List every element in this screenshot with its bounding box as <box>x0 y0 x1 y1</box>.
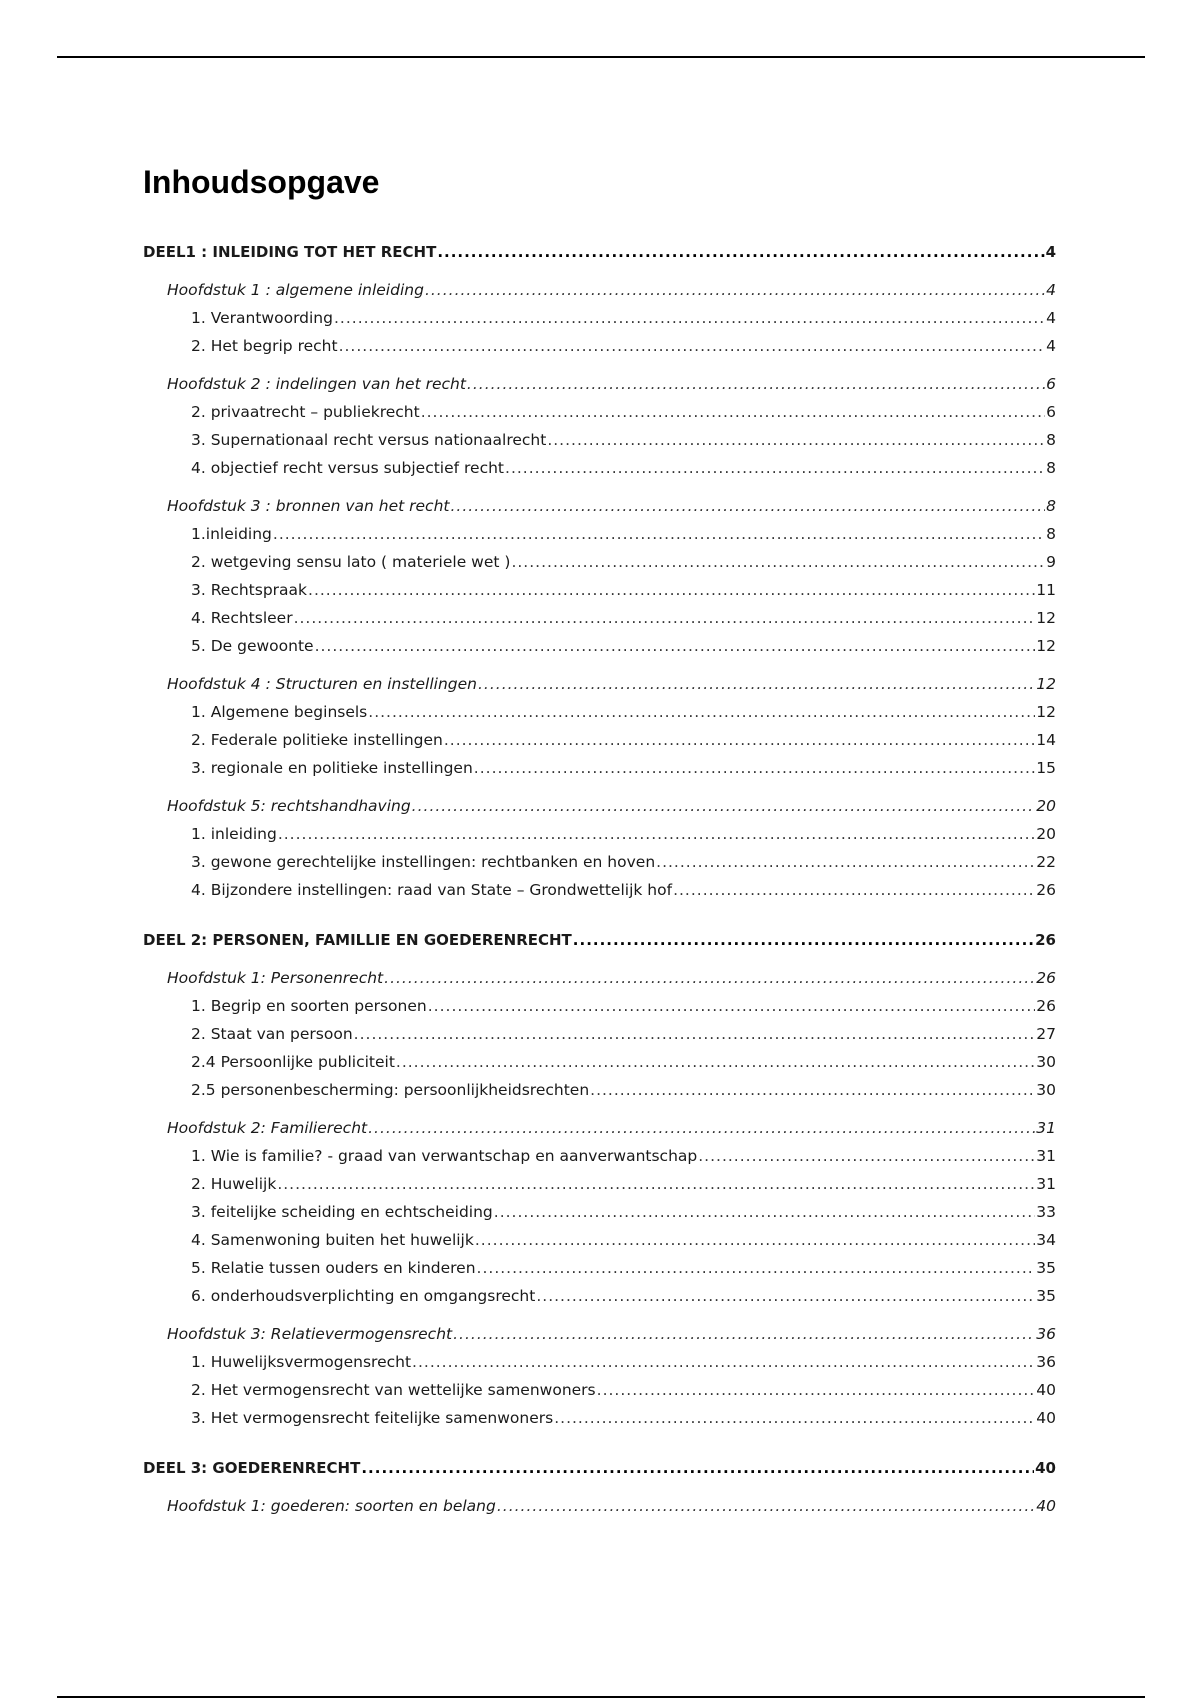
dot-leader <box>467 370 1045 398</box>
toc-entry-title: Hoofdstuk 2 : indelingen van het recht <box>167 375 466 393</box>
toc-page-number: 20 <box>1036 825 1056 843</box>
toc-entry-title: 3. Rechtspraak <box>191 581 308 599</box>
dot-leader <box>497 1492 1035 1520</box>
toc-page-number: 33 <box>1036 1203 1056 1221</box>
toc-entry-title: DEEL 2: PERSONEN, FAMILLIE EN GOEDERENRECHT <box>143 931 572 949</box>
toc-page-number: 36 <box>1036 1353 1056 1371</box>
toc-entry-title: 4. Samenwoning buiten het huwelijk <box>191 1231 474 1249</box>
toc-page-number: 11 <box>1036 581 1056 599</box>
dot-leader <box>339 332 1046 360</box>
dot-leader <box>412 1348 1035 1376</box>
toc-chapter-entry[interactable] <box>143 1320 1056 1348</box>
toc-title: Inhoudsopgave <box>143 164 380 200</box>
toc-entry-title: 4. Rechtsleer <box>191 609 293 627</box>
toc-entry-title: Hoofdstuk 1: Personenrecht <box>167 969 384 987</box>
toc-page-number: 26 <box>1036 997 1056 1015</box>
toc-page-number: 8 <box>1046 459 1056 477</box>
toc-item-entry[interactable] <box>143 1048 1056 1076</box>
toc-entry-title: 3. feitelijke scheiding en echtscheiding <box>191 1203 493 1221</box>
dot-leader <box>294 604 1036 632</box>
table-of-contents <box>143 162 1056 1538</box>
toc-entry-title: 4. Bijzondere instellingen: raad van State – Grondwettelijk hof <box>191 881 673 899</box>
toc-item-entry[interactable] <box>143 848 1056 876</box>
toc-item-entry[interactable] <box>143 398 1056 426</box>
toc-page-number: 31 <box>1036 1175 1056 1193</box>
toc-entry-title: 2. Staat van persoon <box>191 1025 353 1043</box>
toc-entry-title: DEEL 3: GOEDERENRECHT <box>143 1459 361 1477</box>
toc-entry-title: 3. Supernationaal recht versus nationaalrecht <box>191 431 547 449</box>
toc-item-entry[interactable] <box>143 1142 1056 1170</box>
dot-leader <box>478 670 1035 698</box>
dot-leader <box>597 1376 1036 1404</box>
toc-entry-title: 2.4 Persoonlijke publiciteit <box>191 1053 395 1071</box>
toc-page-number: 8 <box>1046 497 1056 515</box>
toc-entry-title: 3. regionale en politieke instellingen <box>191 759 473 777</box>
dot-leader <box>368 698 1035 726</box>
toc-page-number: 12 <box>1036 675 1056 693</box>
toc-item-entry[interactable] <box>143 1020 1056 1048</box>
toc-page-number: 34 <box>1036 1231 1056 1249</box>
dot-leader <box>477 1254 1036 1282</box>
toc-entry-title: 5. Relatie tussen ouders en kinderen <box>191 1259 476 1277</box>
toc-page-number: 31 <box>1036 1147 1056 1165</box>
toc-item-entry[interactable] <box>143 1076 1056 1104</box>
toc-page-number: 12 <box>1036 609 1056 627</box>
dot-leader <box>425 276 1045 304</box>
toc-entry-title: 1. Begrip en soorten personen <box>191 997 427 1015</box>
dot-leader <box>334 304 1045 332</box>
toc-part <box>143 1454 1056 1520</box>
toc-entry-title: Hoofdstuk 5: rechtshandhaving <box>167 797 411 815</box>
toc-chapter-entry[interactable] <box>143 670 1056 698</box>
toc-page-number: 26 <box>1035 931 1056 949</box>
toc-page-number: 4 <box>1046 309 1056 327</box>
toc-entry-title: 1. inleiding <box>191 825 277 843</box>
toc-page-number: 40 <box>1036 1381 1056 1399</box>
dot-leader <box>511 548 1045 576</box>
dot-leader <box>361 1454 1034 1482</box>
dot-leader <box>590 1076 1035 1104</box>
toc-entry-title: 1.inleiding <box>191 525 272 543</box>
toc-entry-title: 1. Algemene beginsels <box>191 703 368 721</box>
dot-leader <box>421 398 1045 426</box>
toc-item-entry[interactable] <box>143 1254 1056 1282</box>
toc-entry-title: 1. Verantwoording <box>191 309 333 327</box>
dot-leader <box>315 632 1036 660</box>
toc-entry-title: Hoofdstuk 2: Familierecht <box>167 1119 368 1137</box>
toc-page-number: 4 <box>1046 281 1056 299</box>
toc-page-number: 12 <box>1036 703 1056 721</box>
toc-chapter-entry[interactable] <box>143 276 1056 304</box>
toc-entry-title: 2. Huwelijk <box>191 1175 277 1193</box>
dot-leader <box>698 1142 1035 1170</box>
toc-item-entry[interactable] <box>143 1348 1056 1376</box>
dot-leader <box>354 1020 1036 1048</box>
toc-item-entry[interactable] <box>143 1198 1056 1226</box>
toc-page-number: 20 <box>1036 797 1056 815</box>
toc-page-number: 30 <box>1036 1081 1056 1099</box>
toc-page-number: 8 <box>1046 525 1056 543</box>
toc-item-entry[interactable] <box>143 304 1056 332</box>
toc-item-entry[interactable] <box>143 426 1056 454</box>
toc-page-number: 8 <box>1046 431 1056 449</box>
toc-page-number: 26 <box>1036 881 1056 899</box>
toc-page-number: 40 <box>1036 1409 1056 1427</box>
toc-part-entry[interactable] <box>143 1454 1056 1482</box>
toc-item-entry[interactable] <box>143 604 1056 632</box>
toc-part <box>143 238 1056 904</box>
toc-entry-title: 4. objectief recht versus subjectief recht <box>191 459 505 477</box>
toc-body <box>143 238 1056 1520</box>
toc-page-number: 40 <box>1035 1459 1056 1477</box>
dot-leader <box>273 520 1045 548</box>
dot-leader <box>673 876 1035 904</box>
dot-leader <box>412 792 1036 820</box>
toc-item-entry[interactable] <box>143 698 1056 726</box>
toc-chapter-entry[interactable] <box>143 964 1056 992</box>
toc-page-number: 35 <box>1036 1287 1056 1305</box>
toc-item-entry[interactable] <box>143 1226 1056 1254</box>
toc-item-entry[interactable] <box>143 1282 1056 1310</box>
toc-page-number: 4 <box>1045 243 1056 261</box>
toc-entry-title: 2.5 personenbescherming: persoonlijkheidsrechten <box>191 1081 590 1099</box>
header-rule <box>57 56 1145 58</box>
toc-page-number: 35 <box>1036 1259 1056 1277</box>
footer-rule <box>57 1696 1145 1698</box>
dot-leader <box>475 1226 1035 1254</box>
dot-leader <box>494 1198 1036 1226</box>
dot-leader <box>428 992 1036 1020</box>
toc-part-entry[interactable] <box>143 926 1056 954</box>
toc-page-number: 15 <box>1036 759 1056 777</box>
dot-leader <box>450 492 1045 520</box>
toc-item-entry[interactable] <box>143 1170 1056 1198</box>
toc-entry-title: 2. Het begrip recht <box>191 337 338 355</box>
toc-page-number: 4 <box>1046 337 1056 355</box>
toc-part <box>143 926 1056 1432</box>
dot-leader <box>437 238 1044 266</box>
toc-item-entry[interactable] <box>143 754 1056 782</box>
dot-leader <box>554 1404 1035 1432</box>
dot-leader <box>547 426 1045 454</box>
toc-entry-title: 1. Huwelijksvermogensrecht <box>191 1353 412 1371</box>
toc-page-number: 36 <box>1036 1325 1056 1343</box>
toc-chapter-entry[interactable] <box>143 1114 1056 1142</box>
toc-entry-title: 2. Federale politieke instellingen <box>191 731 443 749</box>
dot-leader <box>368 1114 1035 1142</box>
toc-page-number: 40 <box>1036 1497 1056 1515</box>
toc-item-entry[interactable] <box>143 632 1056 660</box>
toc-item-entry[interactable] <box>143 876 1056 904</box>
toc-page-number: 14 <box>1036 731 1056 749</box>
toc-page-number: 9 <box>1046 553 1056 571</box>
dot-leader <box>474 754 1035 782</box>
toc-entry-title: 2. Het vermogensrecht van wettelijke samenwoners <box>191 1381 596 1399</box>
toc-item-entry[interactable] <box>143 332 1056 360</box>
dot-leader <box>573 926 1034 954</box>
toc-item-entry[interactable] <box>143 520 1056 548</box>
toc-item-entry[interactable] <box>143 1376 1056 1404</box>
toc-page-number: 12 <box>1036 637 1056 655</box>
toc-chapter-entry[interactable] <box>143 370 1056 398</box>
dot-leader <box>384 964 1035 992</box>
toc-item-entry[interactable] <box>143 548 1056 576</box>
toc-page-number: 22 <box>1036 853 1056 871</box>
toc-entry-title: 3. Het vermogensrecht feitelijke samenwoners <box>191 1409 554 1427</box>
toc-part-entry[interactable] <box>143 238 1056 266</box>
toc-page-number: 31 <box>1036 1119 1056 1137</box>
toc-page-number: 6 <box>1046 375 1056 393</box>
toc-item-entry[interactable] <box>143 454 1056 482</box>
toc-chapter-entry[interactable] <box>143 1492 1056 1520</box>
toc-chapter-entry[interactable] <box>143 492 1056 520</box>
dot-leader <box>453 1320 1035 1348</box>
toc-entry-title: DEEL1 : INLEIDING TOT HET RECHT <box>143 243 437 261</box>
toc-entry-title: 2. privaatrecht – publiekrecht <box>191 403 420 421</box>
toc-item-entry[interactable] <box>143 820 1056 848</box>
toc-entry-title: 3. gewone gerechtelijke instellingen: rechtbanken en hoven <box>191 853 656 871</box>
toc-item-entry[interactable] <box>143 992 1056 1020</box>
toc-chapter-entry[interactable] <box>143 792 1056 820</box>
toc-entry-title: 1. Wie is familie? - graad van verwantschap en aanverwantschap <box>191 1147 698 1165</box>
dot-leader <box>536 1282 1035 1310</box>
toc-entry-title: Hoofdstuk 3 : bronnen van het recht <box>167 497 450 515</box>
toc-page-number: 6 <box>1046 403 1056 421</box>
toc-item-entry[interactable] <box>143 726 1056 754</box>
dot-leader <box>656 848 1035 876</box>
toc-item-entry[interactable] <box>143 1404 1056 1432</box>
toc-entry-title: 5. De gewoonte <box>191 637 314 655</box>
toc-item-entry[interactable] <box>143 576 1056 604</box>
toc-page-number: 30 <box>1036 1053 1056 1071</box>
toc-entry-title: Hoofdstuk 3: Relatievermogensrecht <box>167 1325 453 1343</box>
toc-entry-title: Hoofdstuk 1: goederen: soorten en belang <box>167 1497 496 1515</box>
toc-entry-title: Hoofdstuk 4 : Structuren en instellingen <box>167 675 477 693</box>
dot-leader <box>308 576 1035 604</box>
toc-entry-title: 6. onderhoudsverplichting en omgangsrecht <box>191 1287 536 1305</box>
dot-leader <box>278 820 1035 848</box>
toc-page-number: 26 <box>1036 969 1056 987</box>
toc-entry-title: Hoofdstuk 1 : algemene inleiding <box>167 281 424 299</box>
dot-leader <box>277 1170 1035 1198</box>
dot-leader <box>396 1048 1035 1076</box>
toc-page-number: 27 <box>1036 1025 1056 1043</box>
dot-leader <box>444 726 1035 754</box>
dot-leader <box>505 454 1045 482</box>
toc-entry-title: 2. wetgeving sensu lato ( materiele wet ) <box>191 553 511 571</box>
